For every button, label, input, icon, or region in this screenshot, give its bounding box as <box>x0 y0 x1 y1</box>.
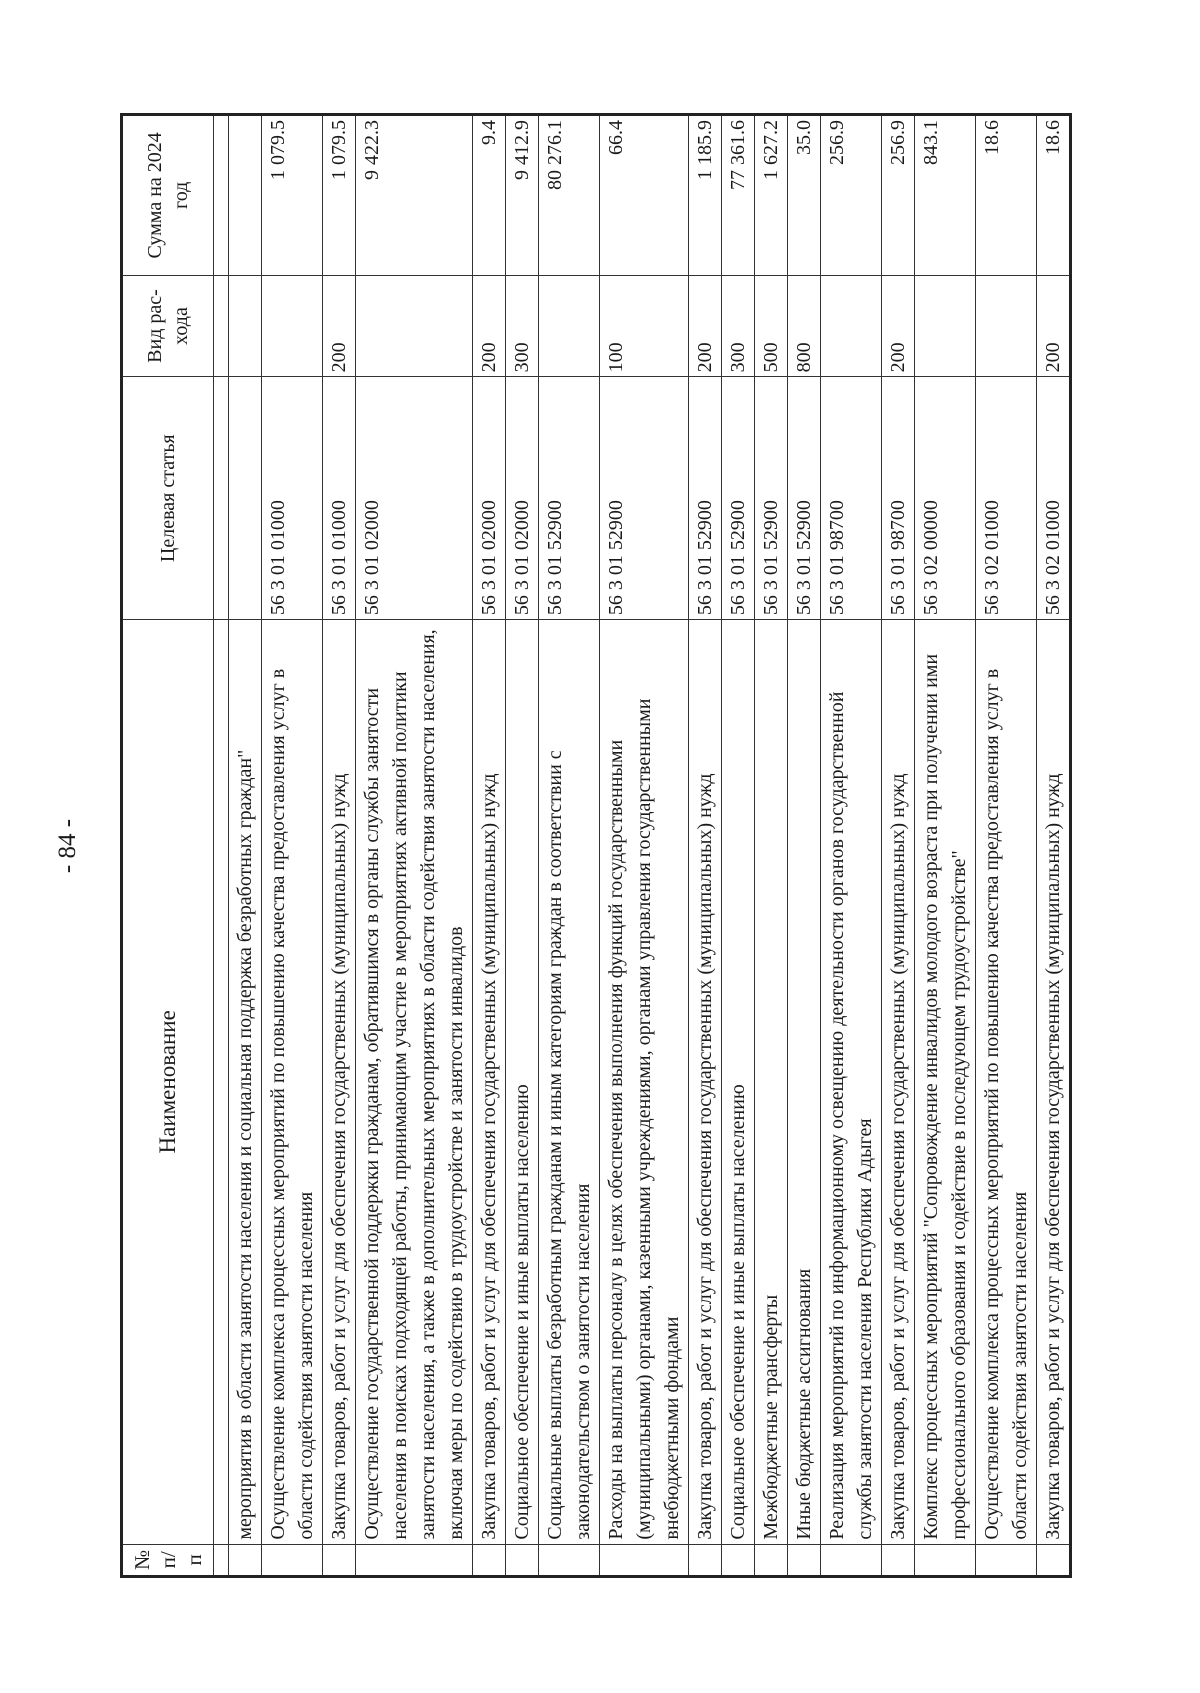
header-amount: Сумма на 2024 год <box>122 115 214 276</box>
cell-num <box>689 1544 722 1576</box>
cell-code: 56 3 01 52900 <box>600 377 689 620</box>
cell-type <box>262 275 323 377</box>
table-header-row <box>122 115 214 1577</box>
cell-name: Комплекс процессных мероприятий "Сопровождение инвалидов молодого возраста при получении ими профессионального образования и содействие в последующем трудоустройстве" <box>915 620 976 1545</box>
table-row <box>882 115 915 1577</box>
cell-num <box>262 1544 323 1576</box>
cell-code: 56 3 01 02000 <box>473 377 506 620</box>
header-name: Наименование <box>122 620 214 1545</box>
cell-amount: 18.6 <box>1037 115 1071 276</box>
table-row <box>788 115 821 1577</box>
cell-type: 200 <box>323 275 356 377</box>
cell-code: 56 3 02 00000 <box>915 377 976 620</box>
cell-amount: 1 079.5 <box>262 115 323 276</box>
cell-amount: 1 185.9 <box>689 115 722 276</box>
cell-name: Социальное обеспечение и иные выплаты населению <box>722 620 755 1545</box>
cell-type: 200 <box>689 275 722 377</box>
table-row <box>915 115 976 1577</box>
cell-type <box>356 275 473 377</box>
cell-num <box>722 1544 755 1576</box>
header-type: Вид рас- хода <box>122 275 214 377</box>
cell-amount: 35.0 <box>788 115 821 276</box>
cell-amount: 843.1 <box>915 115 976 276</box>
cell-num <box>506 1544 539 1576</box>
cell-amount: 18.6 <box>976 115 1037 276</box>
table-row <box>821 115 882 1577</box>
header-code: Целевая статья <box>122 377 214 620</box>
cell-name: Закупка товаров, работ и услуг для обеспечения государственных (муниципальных) нужд <box>689 620 722 1545</box>
cell-type: 100 <box>600 275 689 377</box>
cell-code: 56 3 01 01000 <box>262 377 323 620</box>
table-body <box>214 115 1071 1577</box>
cell-type: 500 <box>755 275 788 377</box>
cell-name: Социальное обеспечение и иные выплаты населению <box>506 620 539 1545</box>
cell-type: 800 <box>788 275 821 377</box>
cell-type <box>915 275 976 377</box>
cell-name: Закупка товаров, работ и услуг для обеспечения государственных (муниципальных) нужд <box>1037 620 1071 1545</box>
cell-num <box>788 1544 821 1576</box>
cell-amount: 1 627.2 <box>755 115 788 276</box>
cell-name: Закупка товаров, работ и услуг для обеспечения государственных (муниципальных) нужд <box>473 620 506 1545</box>
cell-code: 56 3 01 02000 <box>356 377 473 620</box>
header-num: № п/п <box>122 1544 214 1576</box>
cell-num <box>821 1544 882 1576</box>
cell-name: Социальные выплаты безработным гражданам и иным категориям граждан в соответствии с законодательством о занятости населения <box>539 620 600 1545</box>
cell-amount: 80 276.1 <box>539 115 600 276</box>
cell-code: 56 3 01 52900 <box>788 377 821 620</box>
cell-num <box>539 1544 600 1576</box>
cell-name: Расходы на выплаты персоналу в целях обеспечения выполнения функций государственными (муниципальными) органами, казенными учреждениями, органами управления государственными внебюджетными фондами <box>600 620 689 1545</box>
page-number: - 84 - <box>54 818 81 874</box>
cell-type: 200 <box>882 275 915 377</box>
cell-type: 200 <box>473 275 506 377</box>
cell-code: 56 3 01 98700 <box>821 377 882 620</box>
table-row <box>722 115 755 1577</box>
cell-name: Закупка товаров, работ и услуг для обеспечения государственных (муниципальных) нужд <box>882 620 915 1545</box>
cell-code: 56 3 01 02000 <box>506 377 539 620</box>
cell-type: 300 <box>506 275 539 377</box>
table-row <box>600 115 689 1577</box>
cell-code: 56 3 01 52900 <box>539 377 600 620</box>
cell-code: 56 3 02 01000 <box>976 377 1037 620</box>
table-row-blank <box>214 115 229 1577</box>
cell-type <box>821 275 882 377</box>
cell-amount: 9.4 <box>473 115 506 276</box>
cell-amount: 9 412.9 <box>506 115 539 276</box>
table-row <box>506 115 539 1577</box>
cell-amount: 66.4 <box>600 115 689 276</box>
cell-code <box>229 377 262 620</box>
cell-num <box>915 1544 976 1576</box>
cell-num <box>976 1544 1037 1576</box>
cell-code: 56 3 01 01000 <box>323 377 356 620</box>
cell-type <box>539 275 600 377</box>
cell-num <box>755 1544 788 1576</box>
cell-type: 300 <box>722 275 755 377</box>
budget-table <box>120 113 1072 1578</box>
table-row <box>473 115 506 1577</box>
cell-name: мероприятия в области занятости населения и социальная поддержка безработных граждан" <box>229 620 262 1545</box>
cell-amount: 9 422.3 <box>356 115 473 276</box>
cell-code: 56 3 02 01000 <box>1037 377 1071 620</box>
table-row <box>689 115 722 1577</box>
cell-num <box>229 1544 262 1576</box>
cell-num <box>882 1544 915 1576</box>
cell-code: 56 3 01 52900 <box>755 377 788 620</box>
cell-type <box>976 275 1037 377</box>
cell-amount: 77 361.6 <box>722 115 755 276</box>
cell-num <box>356 1544 473 1576</box>
cell-name: Осуществление комплекса процессных мероприятий по повышению качества предоставления услуг в области содействия занятости населения <box>976 620 1037 1545</box>
cell-code: 56 3 01 52900 <box>722 377 755 620</box>
table-row <box>262 115 323 1577</box>
cell-name: Осуществление государственной поддержки гражданам, обратившимся в органы службы занятости населения в поисках подходящей работы, принимающим участие в мероприятиях активной политики занятости населения, а также в дополнительных мероприятиях в области содействия занятости населения, включая меры по содействию в трудоустройстве и занятости инвалидов <box>356 620 473 1545</box>
table-row <box>755 115 788 1577</box>
table-row <box>976 115 1037 1577</box>
cell-num <box>600 1544 689 1576</box>
table-row <box>1037 115 1071 1577</box>
cell-amount: 1 079.5 <box>323 115 356 276</box>
cell-amount <box>229 115 262 276</box>
table-row <box>539 115 600 1577</box>
cell-code: 56 3 01 98700 <box>882 377 915 620</box>
cell-num <box>1037 1544 1071 1576</box>
cell-num <box>473 1544 506 1576</box>
cell-name: Осуществление комплекса процессных мероприятий по повышению качества предоставления услуг в области содействия занятости населения <box>262 620 323 1545</box>
table-row <box>356 115 473 1577</box>
cell-num <box>323 1544 356 1576</box>
table-row <box>229 115 262 1577</box>
cell-amount: 256.9 <box>821 115 882 276</box>
cell-amount: 256.9 <box>882 115 915 276</box>
cell-name: Закупка товаров, работ и услуг для обеспечения государственных (муниципальных) нужд <box>323 620 356 1545</box>
table-row <box>323 115 356 1577</box>
rotated-table-wrapper <box>120 113 1130 1578</box>
cell-name: Межбюджетные трансферты <box>755 620 788 1545</box>
cell-name: Иные бюджетные ассигнования <box>788 620 821 1545</box>
cell-type <box>229 275 262 377</box>
cell-type: 200 <box>1037 275 1071 377</box>
cell-name: Реализация мероприятий по информационному освещению деятельности органов государственной службы занятости населения Республики Адыгея <box>821 620 882 1545</box>
cell-code: 56 3 01 52900 <box>689 377 722 620</box>
